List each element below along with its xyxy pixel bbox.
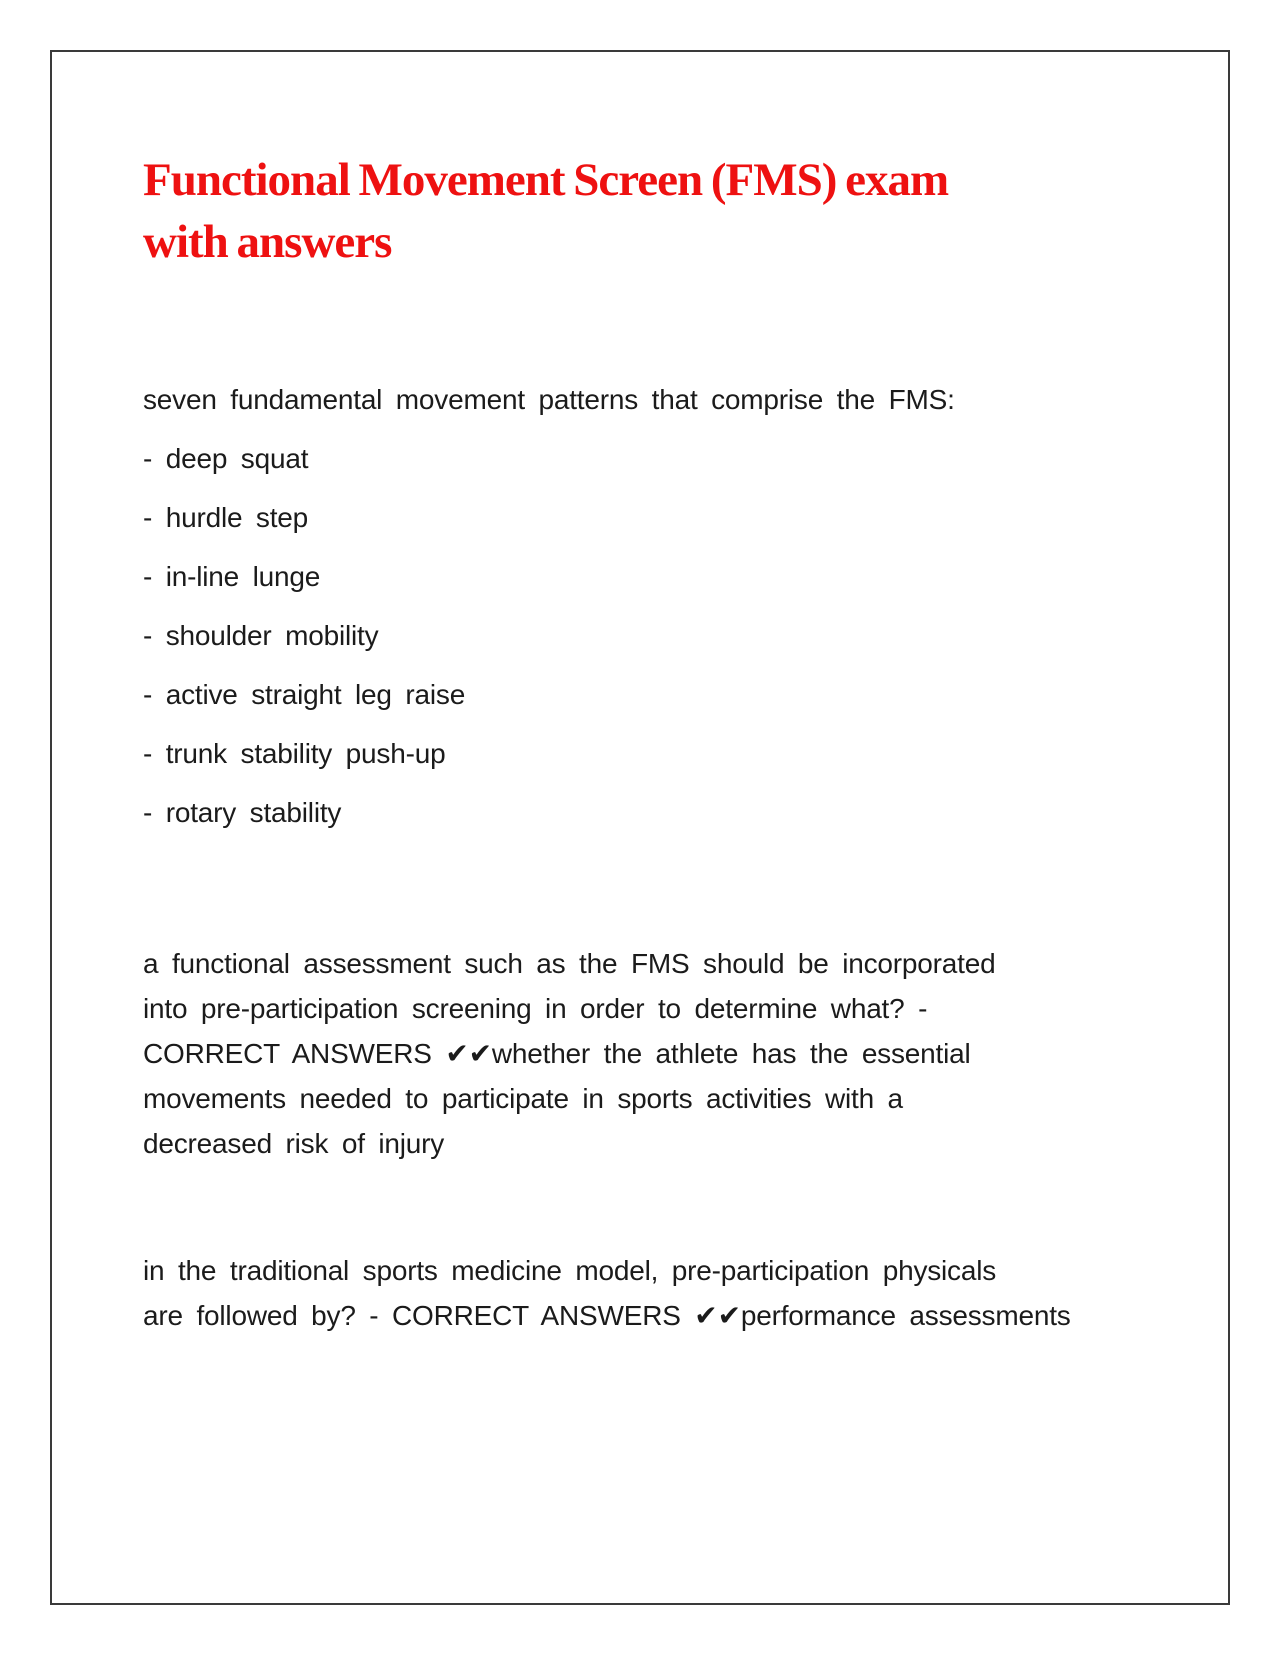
text-line: decreased risk of injury: [143, 1128, 445, 1159]
text-line: movements needed to participate in sports activities with a: [143, 1083, 903, 1114]
list-item-shoulder-mobility: - shoulder mobility: [143, 620, 379, 651]
list-item-hurdle-step: - hurdle step: [143, 502, 309, 533]
list-item-deep-squat: - deep squat: [143, 443, 309, 474]
list-item-rotary-stability: - rotary stability: [143, 797, 342, 828]
text-line: in the traditional sports medicine model, pre-participation physicals: [143, 1255, 997, 1286]
text-line: are followed by? - CORRECT ANSWERS ✔✔performance assessments: [143, 1300, 1071, 1331]
movement-list: [143, 436, 1138, 835]
text-line: CORRECT ANSWERS ✔✔whether the athlete has the essential: [143, 1038, 971, 1069]
list-item-trunk-stability-push-up: - trunk stability push-up: [143, 738, 446, 769]
text-line: seven fundamental movement patterns that comprise the FMS:: [143, 384, 955, 415]
title-line-1: Functional Movement Screen (FMS) exam: [143, 154, 949, 206]
text-line: into pre-participation screening in order to determine what? -: [143, 993, 928, 1024]
text-line: a functional assessment such as the FMS should be incorporated: [143, 948, 996, 979]
qa-paragraph-1: [143, 941, 1138, 1166]
page-content: [143, 0, 1138, 1338]
intro-paragraph: [143, 377, 1138, 422]
title-line-2: with answers: [143, 216, 392, 268]
qa-paragraph-2: [143, 1248, 1138, 1338]
list-item-active-straight-leg-raise: - active straight leg raise: [143, 679, 466, 710]
document-title: [143, 149, 1138, 273]
list-item-inline-lunge: - in-line lunge: [143, 561, 321, 592]
